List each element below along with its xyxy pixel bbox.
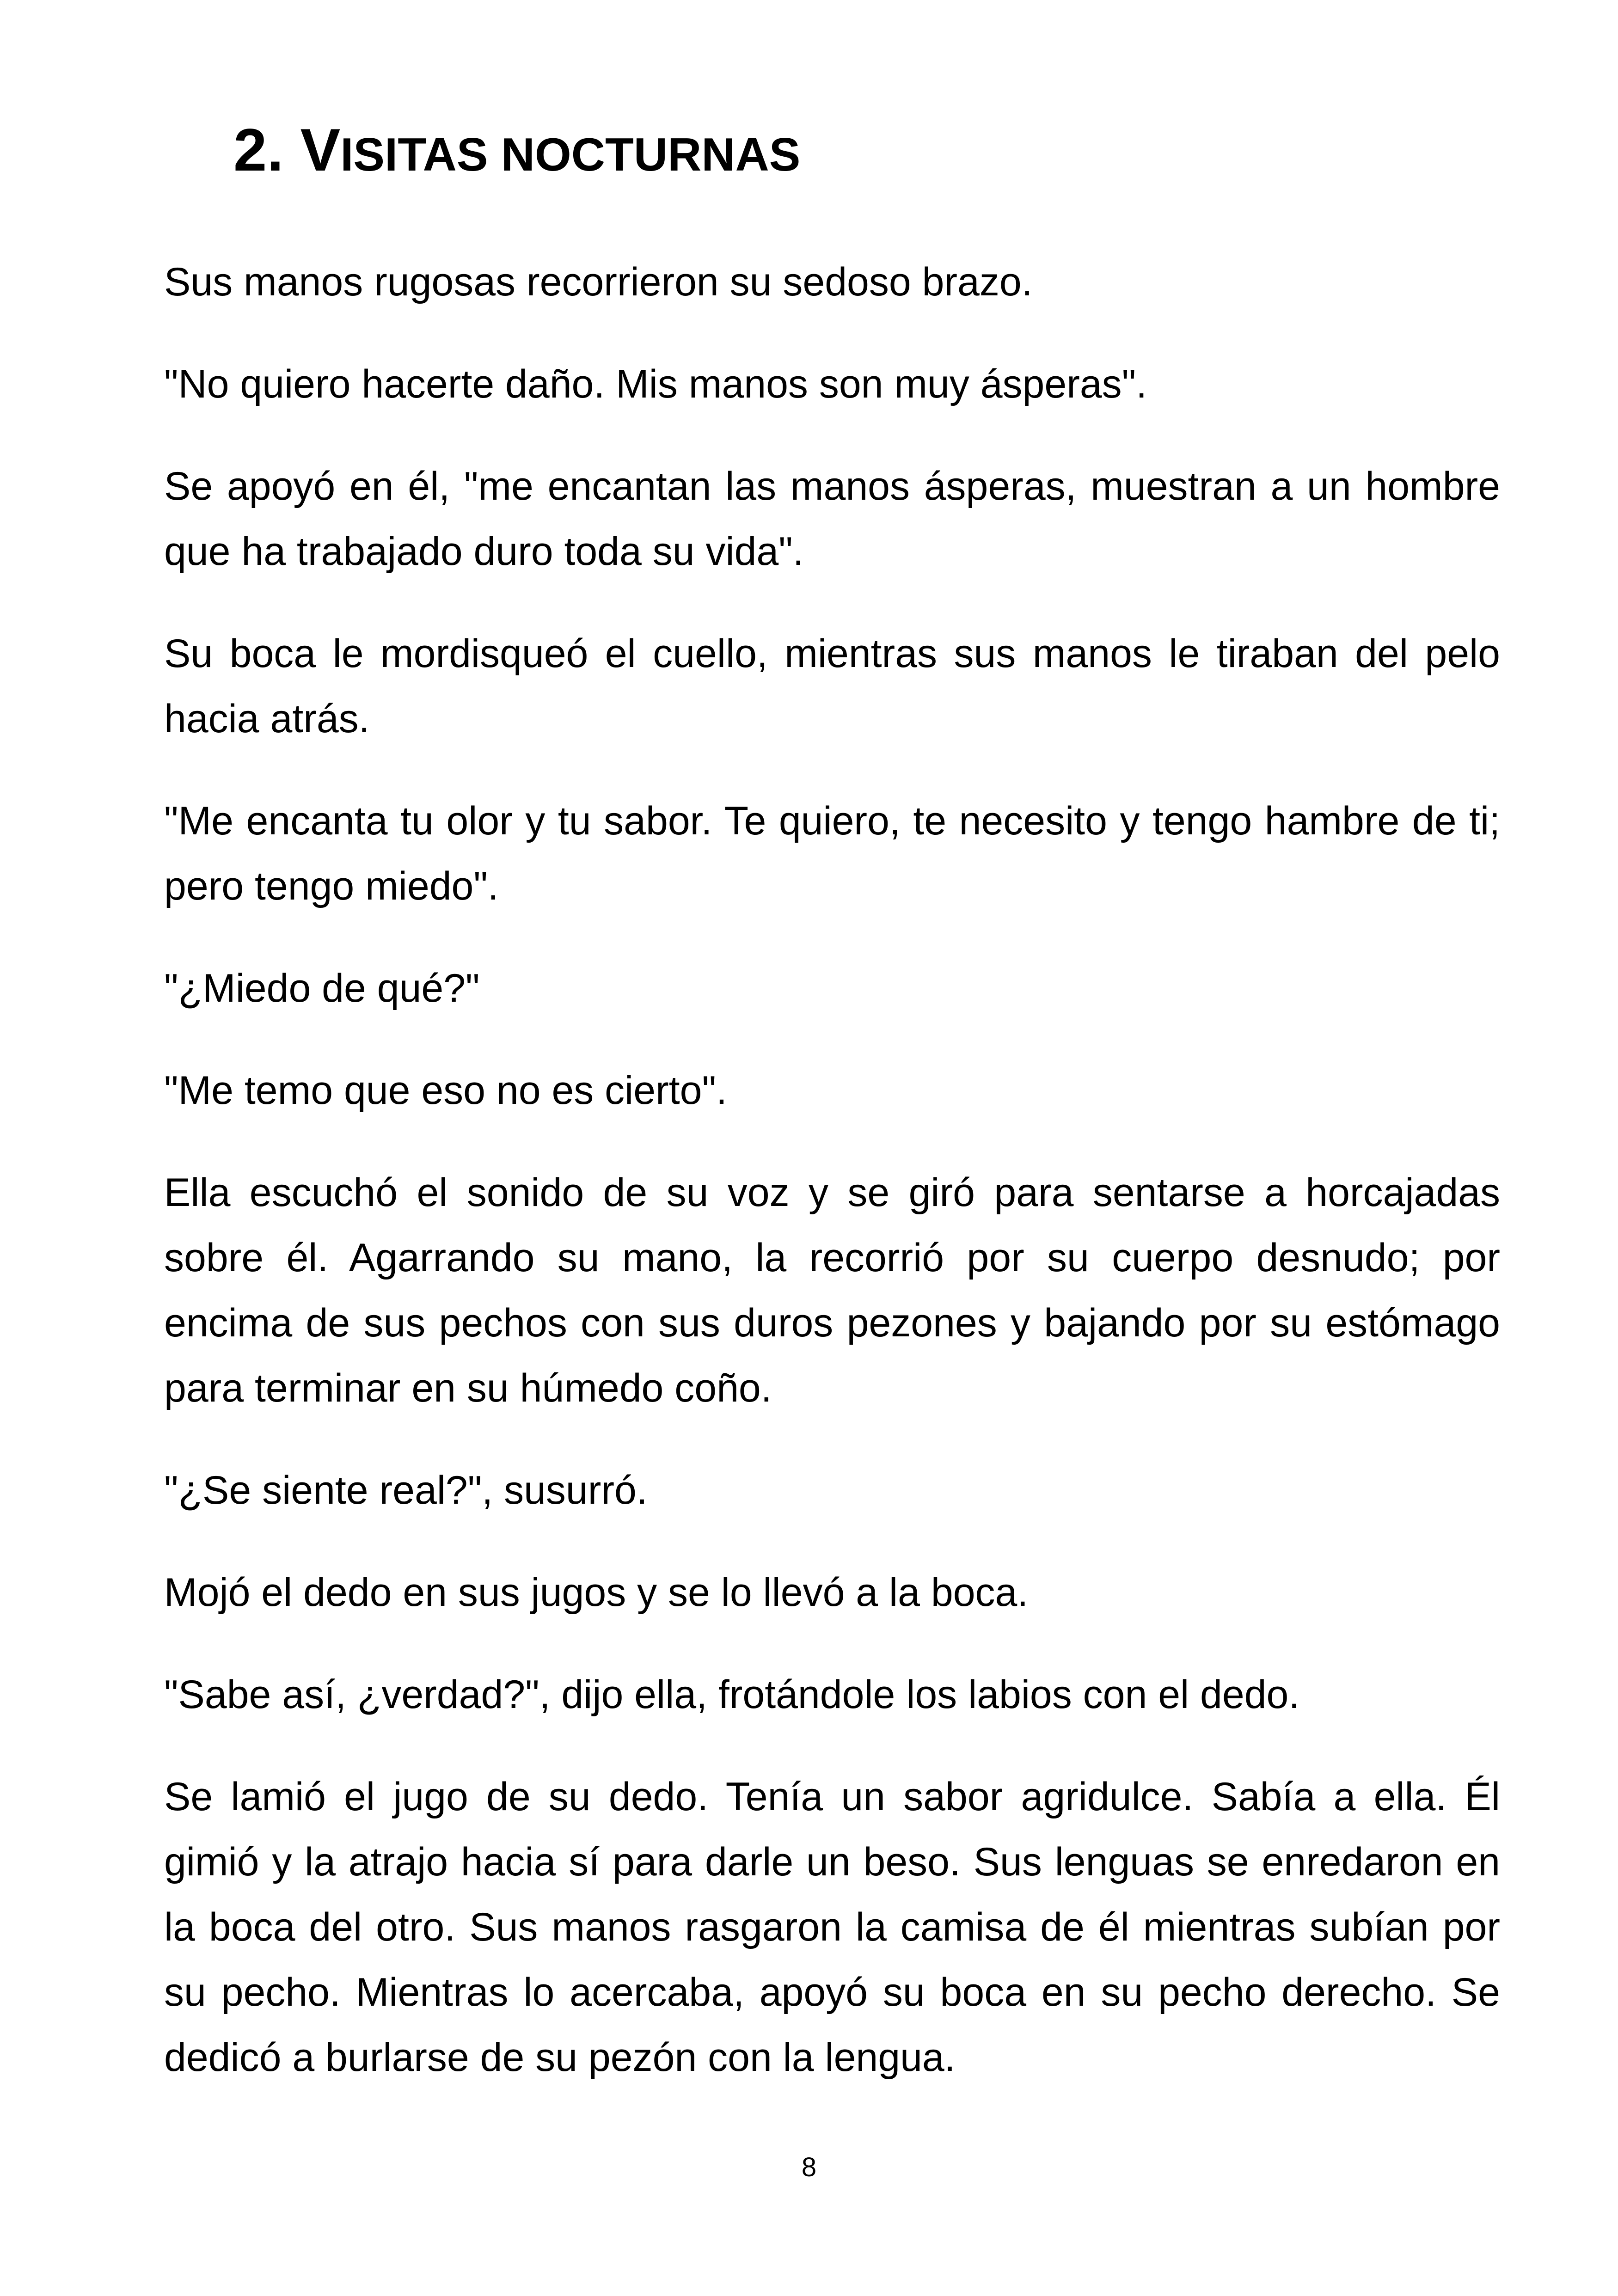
paragraph: "Me temo que eso no es cierto".: [164, 1068, 727, 1113]
paragraph: Se lamió el jugo de su dedo. Tenía un sabor agridulce. Sabía a ella. Él gimió y la atrajo hacia sí para darle un beso. Sus lenguas se enredaron en la boca del otro. Sus manos rasgaron la camisa de él mientras subían por su pecho. Mientras lo acercaba, apoyó su boca en su pecho derecho. Se dedicó a burlarse de su pezón con la lengua.: [164, 1775, 1500, 2080]
chapter-number: 2.: [233, 116, 284, 184]
paragraph: Su boca le mordisqueó el cuello, mientras sus manos le tiraban del pelo hacia atrás.: [164, 631, 1500, 741]
paragraph: "Sabe así, ¿verdad?", dijo ella, frotándole los labios con el dedo.: [164, 1672, 1300, 1717]
paragraph: "Me encanta tu olor y tu sabor. Te quiero, te necesito y tengo hambre de ti; pero tengo miedo".: [164, 799, 1500, 908]
chapter-title-initial: V: [300, 116, 341, 184]
paragraph: Mojó el dedo en sus jugos y se lo llevó a la boca.: [164, 1570, 1029, 1615]
paragraph: Sus manos rugosas recorrieron su sedoso brazo.: [164, 260, 1033, 304]
body-text: [164, 250, 1500, 2090]
paragraph: Se apoyó en él, "me encantan las manos ásperas, muestran a un hombre que ha trabajado duro toda su vida".: [164, 464, 1500, 574]
paragraph: "¿Miedo de qué?": [164, 966, 480, 1010]
chapter-title-rest: ISITAS NOCTURNAS: [340, 129, 801, 181]
chapter-title: [233, 116, 800, 185]
paragraph: Ella escuchó el sonido de su voz y se giró para sentarse a horcajadas sobre él. Agarrando su mano, la recorrió por su cuerpo desnudo; por encima de sus pechos con sus duros pezones y bajando por su estómago para terminar en su húmedo coño.: [164, 1170, 1500, 1410]
paragraph: "No quiero hacerte daño. Mis manos son muy ásperas".: [164, 362, 1147, 406]
page-number: 8: [801, 2152, 817, 2182]
paragraph: "¿Se siente real?", susurró.: [164, 1468, 648, 1512]
